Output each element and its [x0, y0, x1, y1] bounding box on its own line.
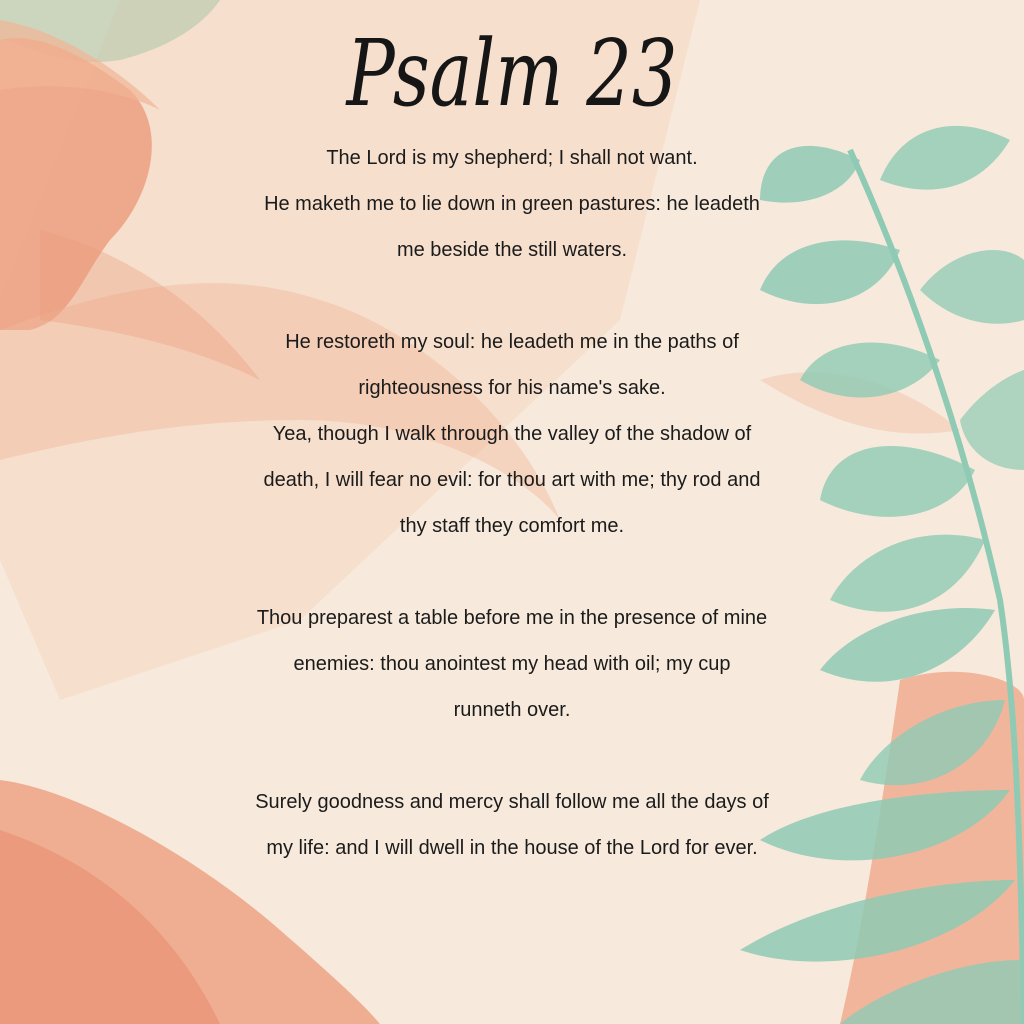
- verse-line: He restoreth my soul: he leadeth me in the paths of: [285, 331, 739, 353]
- stanza-break: [0, 273, 1024, 319]
- verse-line: Thou preparest a table before me in the presence of mine: [256, 607, 768, 629]
- psalm-text: [0, 135, 1024, 871]
- verse-line: Surely goodness and mercy shall follow me all the days of: [255, 791, 769, 813]
- stanza-break: [0, 733, 1024, 779]
- stanza-break: [0, 549, 1024, 595]
- verse-line: The Lord is my shepherd; I shall not want.: [326, 147, 698, 169]
- verse-line: death, I will fear no evil: for thou art with me; thy rod and: [263, 469, 761, 491]
- verse-line: me beside the still waters.: [396, 239, 628, 261]
- page-title: Psalm 23: [346, 20, 678, 127]
- verse-line: He maketh me to lie down in green pastures: he leadeth: [264, 193, 760, 215]
- verse-line: Yea, though I walk through the valley of the shadow of: [272, 423, 752, 445]
- verse-line: my life: and I will dwell in the house of the Lord for ever.: [266, 837, 758, 859]
- verse-line: righteousness for his name's sake.: [358, 377, 666, 399]
- verse-line: runneth over.: [453, 699, 571, 721]
- verse-line: enemies: thou anointest my head with oil; my cup: [293, 653, 731, 675]
- verse-line: thy staff they comfort me.: [399, 515, 625, 537]
